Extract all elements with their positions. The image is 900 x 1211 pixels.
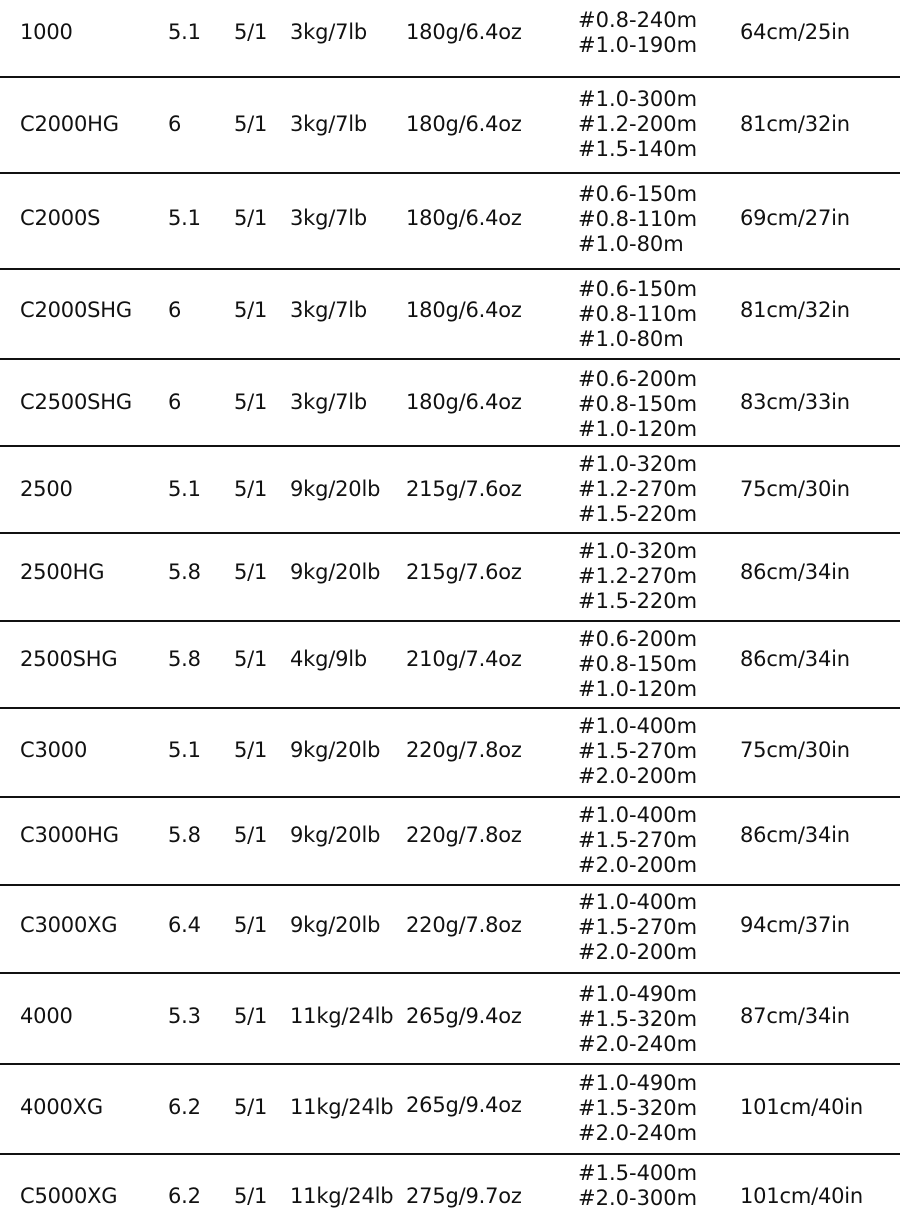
bearings-cell: 5/1 [234,738,268,762]
max-drag-cell: 11kg/24lb [290,1184,394,1208]
max-drag-cell: 9kg/20lb [290,823,381,847]
gear-ratio-cell: 5.1 [168,477,201,501]
table-row [0,534,900,622]
retrieve-cell: 75cm/30in [740,477,850,501]
line-capacity-entry: #2.0-240m [578,1121,698,1145]
bearings-cell: 5/1 [234,647,268,671]
model-cell: C5000XG [20,1184,118,1208]
line-capacity-entry: #0.8-110m [578,302,698,326]
line-capacity-entry: #0.8-110m [578,207,698,231]
gear-ratio-cell: 6.2 [168,1095,201,1119]
line-capacity-entry: #2.0-240m [578,1032,698,1056]
line-capacity-entry: #0.8-150m [578,392,698,416]
max-drag-cell: 3kg/7lb [290,390,368,414]
table-row [0,622,900,709]
line-capacity-entry: #1.5-320m [578,1007,698,1031]
line-capacity-entry: #1.5-220m [578,589,698,613]
gear-ratio-cell: 5.3 [168,1004,201,1028]
line-capacity-entry: #1.0-400m [578,803,698,827]
line-capacity-cell [578,982,697,1057]
line-capacity-entry: #2.0-200m [578,764,698,788]
retrieve-cell: 75cm/30in [740,738,850,762]
bearings-cell: 5/1 [234,20,268,44]
line-capacity-entry: #0.6-200m [578,367,698,391]
line-capacity-cell [578,87,697,162]
bearings-cell: 5/1 [234,1095,268,1119]
line-capacity-cell [578,1071,697,1146]
retrieve-cell: 86cm/34in [740,647,850,671]
line-capacity-entry: #1.0-120m [578,417,698,441]
weight-cell: 265g/9.4oz [406,1004,522,1028]
line-capacity-entry: #1.5-140m [578,137,698,161]
line-capacity-entry: #2.0-200m [578,853,698,877]
line-capacity-entry: #1.2-200m [578,112,698,136]
max-drag-cell: 9kg/20lb [290,477,381,501]
gear-ratio-cell: 6 [168,298,182,322]
weight-cell: 265g/9.4oz [406,1093,522,1117]
line-capacity-entry: #0.8-240m [578,8,698,32]
model-cell: C3000 [20,738,88,762]
gear-ratio-cell: 6.2 [168,1184,201,1208]
weight-cell: 220g/7.8oz [406,738,522,762]
gear-ratio-cell: 5.8 [168,823,201,847]
weight-cell: 180g/6.4oz [406,390,522,414]
weight-cell: 220g/7.8oz [406,823,522,847]
max-drag-cell: 3kg/7lb [290,20,368,44]
bearings-cell: 5/1 [234,477,268,501]
line-capacity-entry: #1.0-190m [578,33,698,57]
gear-ratio-cell: 6 [168,390,182,414]
retrieve-cell: 64cm/25in [740,20,850,44]
line-capacity-entry: #1.0-300m [578,87,698,111]
line-capacity-cell [578,890,697,965]
weight-cell: 215g/7.6oz [406,560,522,584]
line-capacity-entry: #0.8-150m [578,652,698,676]
weight-cell: 275g/9.7oz [406,1184,522,1208]
line-capacity-cell [578,277,697,352]
weight-cell: 180g/6.4oz [406,20,522,44]
table-row [0,0,900,78]
bearings-cell: 5/1 [234,206,268,230]
line-capacity-entry: #1.5-400m [578,1161,698,1185]
line-capacity-entry: #0.6-150m [578,182,698,206]
max-drag-cell: 4kg/9lb [290,647,368,671]
line-capacity-entry: #2.0-200m [578,940,698,964]
bearings-cell: 5/1 [234,913,268,937]
retrieve-cell: 69cm/27in [740,206,850,230]
line-capacity-entry: #1.0-400m [578,890,698,914]
model-cell: C3000XG [20,913,118,937]
table-row [0,360,900,447]
line-capacity-entry: #0.6-200m [578,627,698,651]
line-capacity-cell [578,8,697,58]
model-cell: 2500HG [20,560,105,584]
max-drag-cell: 11kg/24lb [290,1004,394,1028]
table-row [0,78,900,174]
max-drag-cell: 3kg/7lb [290,298,368,322]
model-cell: C2500SHG [20,390,132,414]
table-row [0,974,900,1065]
line-capacity-cell [578,714,697,789]
retrieve-cell: 101cm/40in [740,1184,864,1208]
line-capacity-entry: #1.0-320m [578,539,698,563]
gear-ratio-cell: 6.4 [168,913,201,937]
weight-cell: 210g/7.4oz [406,647,522,671]
retrieve-cell: 83cm/33in [740,390,850,414]
retrieve-cell: 86cm/34in [740,560,850,584]
max-drag-cell: 3kg/7lb [290,112,368,136]
retrieve-cell: 101cm/40in [740,1095,864,1119]
line-capacity-entry: #2.0-300m [578,1186,698,1210]
model-cell: 4000 [20,1004,73,1028]
model-cell: C2000S [20,206,101,230]
retrieve-cell: 81cm/32in [740,112,850,136]
weight-cell: 215g/7.6oz [406,477,522,501]
model-cell: 4000XG [20,1095,103,1119]
table-row [0,886,900,974]
max-drag-cell: 9kg/20lb [290,913,381,937]
line-capacity-entry: #1.5-220m [578,502,698,526]
line-capacity-entry: #0.6-150m [578,277,698,301]
line-capacity-entry: #1.0-80m [578,232,684,256]
gear-ratio-cell: 6 [168,112,182,136]
line-capacity-entry: #1.5-320m [578,1096,698,1120]
table-row [0,709,900,798]
max-drag-cell: 11kg/24lb [290,1095,394,1119]
model-cell: 2500 [20,477,73,501]
table-row [0,447,900,534]
retrieve-cell: 86cm/34in [740,823,850,847]
gear-ratio-cell: 5.8 [168,560,201,584]
line-capacity-entry: #1.0-320m [578,452,698,476]
weight-cell: 180g/6.4oz [406,298,522,322]
max-drag-cell: 3kg/7lb [290,206,368,230]
model-cell: C2000SHG [20,298,132,322]
gear-ratio-cell: 5.1 [168,206,201,230]
bearings-cell: 5/1 [234,823,268,847]
line-capacity-entry: #1.5-270m [578,739,698,763]
gear-ratio-cell: 5.8 [168,647,201,671]
model-cell: 2500SHG [20,647,118,671]
line-capacity-cell [578,539,697,614]
weight-cell: 180g/6.4oz [406,206,522,230]
model-cell: 1000 [20,20,73,44]
bearings-cell: 5/1 [234,298,268,322]
line-capacity-cell [578,182,697,257]
bearings-cell: 5/1 [234,1184,268,1208]
line-capacity-entry: #1.0-400m [578,714,698,738]
line-capacity-entry: #1.2-270m [578,477,698,501]
bearings-cell: 5/1 [234,390,268,414]
table-row [0,270,900,360]
weight-cell: 180g/6.4oz [406,112,522,136]
gear-ratio-cell: 5.1 [168,20,201,44]
table-row [0,1155,900,1210]
table-row [0,174,900,270]
bearings-cell: 5/1 [234,112,268,136]
weight-cell: 220g/7.8oz [406,913,522,937]
model-cell: C2000HG [20,112,119,136]
model-cell: C3000HG [20,823,119,847]
line-capacity-cell [578,1161,697,1211]
line-capacity-entry: #1.0-120m [578,677,698,701]
retrieve-cell: 87cm/34in [740,1004,850,1028]
line-capacity-entry: #1.0-80m [578,327,684,351]
line-capacity-cell [578,452,697,527]
table-row [0,798,900,886]
retrieve-cell: 81cm/32in [740,298,850,322]
max-drag-cell: 9kg/20lb [290,560,381,584]
line-capacity-entry: #1.2-270m [578,564,698,588]
line-capacity-cell [578,627,697,702]
line-capacity-cell [578,803,697,878]
bearings-cell: 5/1 [234,1004,268,1028]
line-capacity-entry: #1.5-270m [578,828,698,852]
line-capacity-cell [578,367,697,442]
gear-ratio-cell: 5.1 [168,738,201,762]
bearings-cell: 5/1 [234,560,268,584]
line-capacity-entry: #1.0-490m [578,982,698,1006]
table-row [0,1065,900,1155]
retrieve-cell: 94cm/37in [740,913,850,937]
line-capacity-entry: #1.0-490m [578,1071,698,1095]
max-drag-cell: 9kg/20lb [290,738,381,762]
line-capacity-entry: #1.5-270m [578,915,698,939]
